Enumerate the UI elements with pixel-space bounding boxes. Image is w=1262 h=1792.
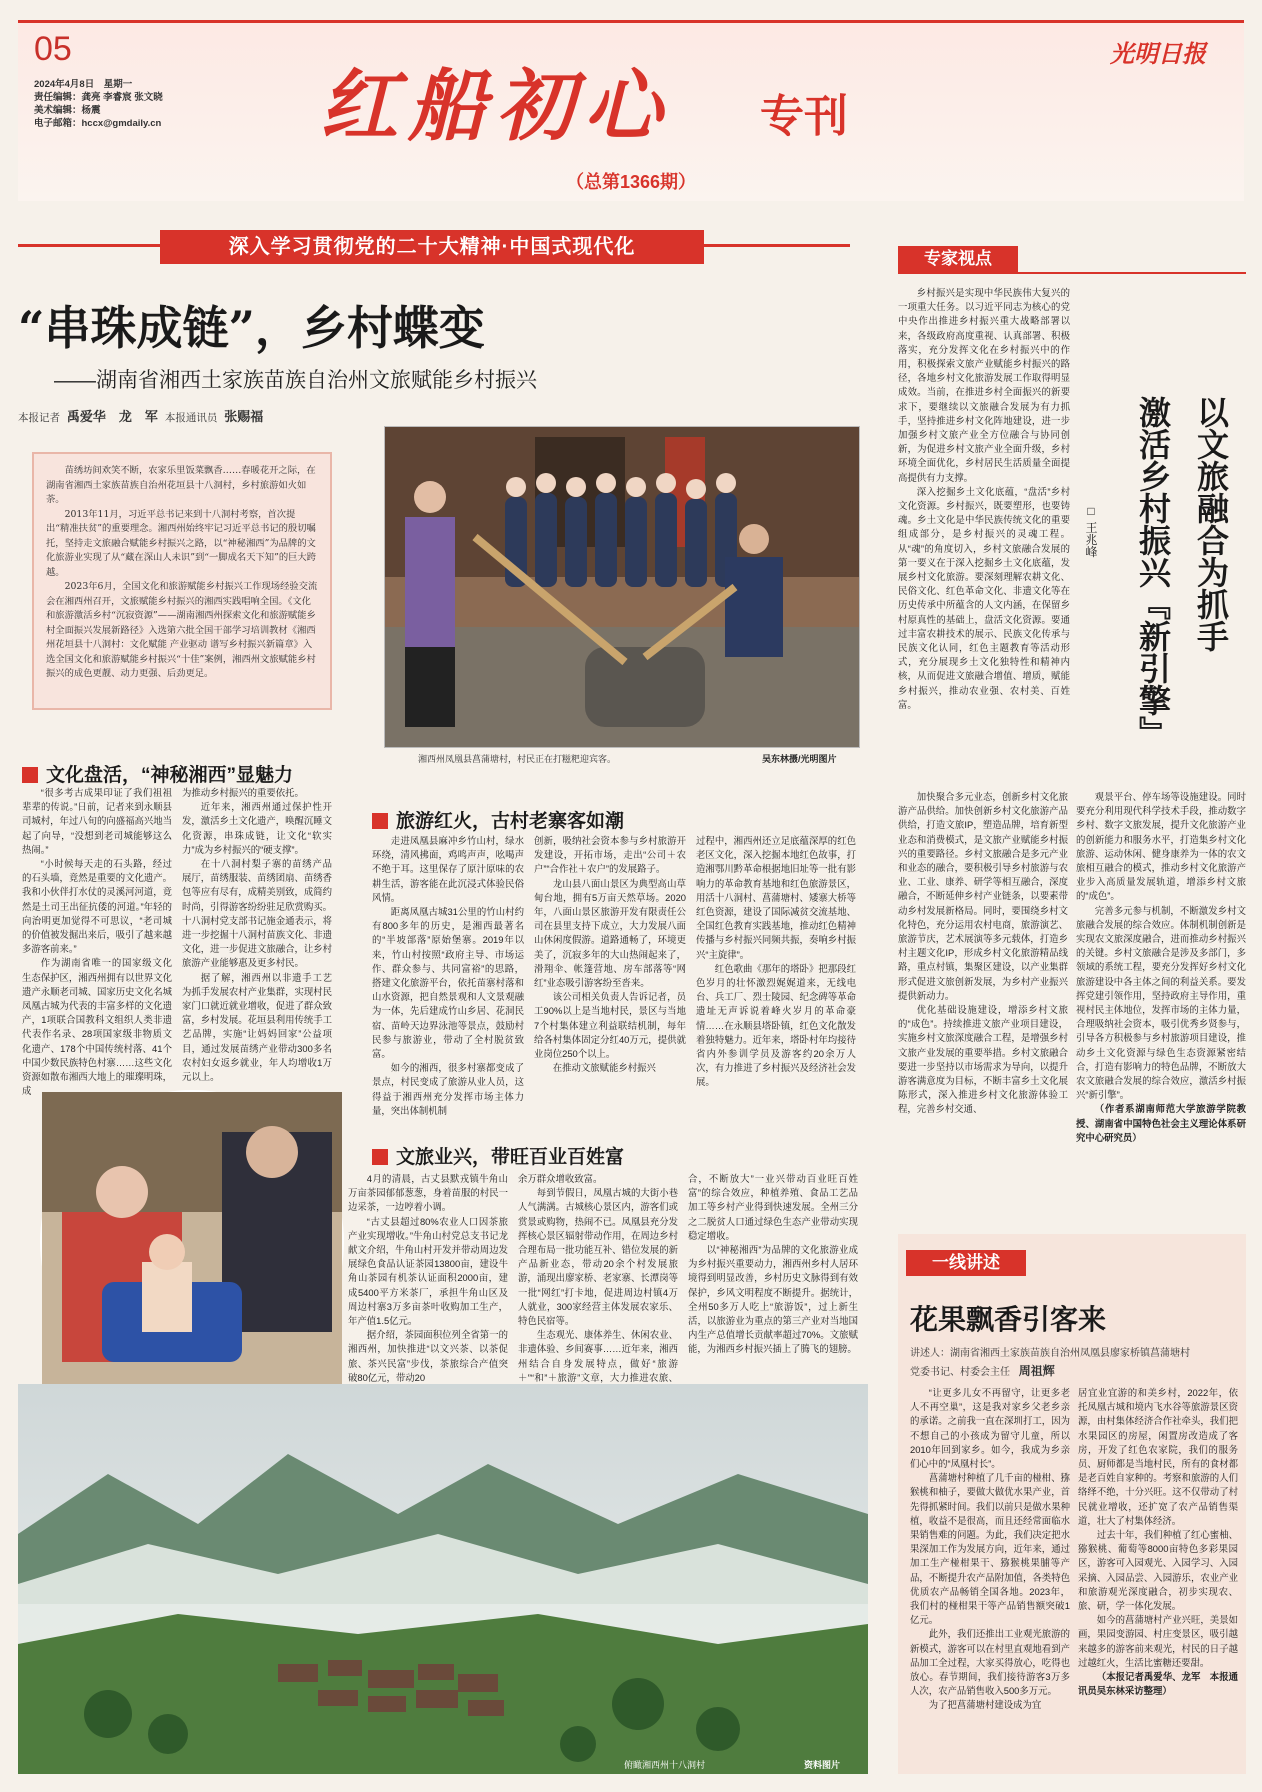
village-aerial-illustration: [18, 1384, 868, 1774]
issue-number: （总第1366期）: [566, 172, 697, 192]
text-column: [518, 1172, 678, 1388]
aerial-credit: 资料图片: [804, 1760, 841, 1770]
opinion-rule: [898, 272, 1246, 274]
correspondent: 张赐福: [224, 409, 264, 424]
paragraph: 乡村振兴是实现中华民族伟大复兴的一项重大任务。以习近平同志为核心的党中央作出推进乡村振兴重大战略部署以来，各级政府高度重视、认真部署、积极落实，充分发挥文化在乡村振兴中的作用，积极探索文旅产业赋能乡村振兴的路径，各地乡村文化旅游发展工作取得明显成效。当前，在推进乡村全面振兴的新要求下，要继续以文旅融合发展为有力抓手，坚持推进乡村文化阵地建设，进一步加强乡村文旅产业全方位融合与协同创新，为促进乡村文旅产业全面升级，乡村环境全面优化，乡村居民生活质量全面提高提供有力支撑。: [898, 287, 1070, 483]
paragraph: 该公司相关负责人告诉记者，员工90%以上是当地村民，景区与当地7个村集体建立利益联结机制，每年给各村集体固定分红40万元，提供就业岗位250个以上。: [534, 991, 686, 1060]
paragraph: 过程中，湘西州还立足底蕴深厚的红色老区文化，深入挖掘本地红色故事，打造湘鄂川黔革命根据地旧址等一批有影响力的革命教育基地和红色旅游景区，用活十八洞村、菖蒲塘村、矮寨大桥等红色资源，建设了国际减贫交流基地、全国红色教育实践基地，推动红色精神传播与乡村振兴同频共振，奏响乡村振兴“主旋律”。: [696, 835, 856, 960]
art-editor: 美术编辑：杨震: [34, 105, 101, 116]
section-marker: [22, 767, 38, 783]
section-heading: [372, 806, 624, 833]
text-column: [696, 834, 856, 1124]
paragraph: 如今的菖蒲塘村产业兴旺，美景如画，果园变游园、村庄变景区，吸引越来越多的游客前来观光，村民的日子越过越红火，生活比蜜糖还要甜。: [1078, 1614, 1238, 1668]
text-column: [348, 1172, 508, 1388]
special-label: 专刊: [760, 92, 848, 141]
paragraph: （本报记者禹爱华、龙军 本报通讯员吴东林采访整理）: [1078, 1671, 1238, 1697]
paragraph: 菖蒲塘村种植了几千亩的椪柑、猕猴桃和柚子，要做大做优水果产业，首先得抓紧时间。我们以前只是做水果种植，收益不是很高，而且还经常面临水果销售难的问题。为此，我们决定把水果深加工作为发展方向，近年来，通过加工生产椪柑果干、猕猴桃果脯等产品，不断提升农产品附加值，各类特色优质农产品畅销全国各地。2023年，我们村的椪柑果干等产品销售额突破1亿元。: [910, 1472, 1070, 1626]
paragraph: “很多考古成果印证了我们祖祖辈辈的传说。”日前，记者来到永顺县司城村，年过八旬的向盛福高兴地当起了向导，“没想到老司城能够这么热闹。”: [22, 787, 173, 855]
paragraph: 在十八洞村梨子寨的苗绣产品展厅，苗绣服装、苗绣团扇、苗绣香包等应有尽有，成精美别致，成简约时尚，引得游客纷纷驻足欣赏购买。十八洞村党支部书记施金通表示，将进一步挖掘十八洞村苗族文化、非遗文化，进一步促进文旅融合，让乡村旅游产业能够惠及更多村民。: [182, 858, 333, 969]
paragraph: 为了把菖蒲塘村建设成为宜: [928, 1699, 1042, 1711]
newspaper-logo: 光明日报: [1110, 39, 1206, 68]
frontline-role-text: 党委书记、村委会主任: [910, 1367, 1010, 1378]
frontline-headline: 花果飘香引客来: [910, 1303, 1107, 1336]
paragraph: 观景平台、停车场等设施建设。同时要充分利用现代科学技术手段，推动数字乡村、数字文旅发展，提升文化旅游产业的创新能力和服务水平，打造集乡村文化旅游、运动休闲、健身康养为一体的农文旅相互融合的模式，推动乡村文化旅游产业步入高质量发展轨道，增添乡村文旅的“成色”。: [1076, 791, 1246, 902]
section-heading-text: 文旅业兴，带旺百业百姓富: [396, 1147, 625, 1168]
section-marker: [372, 813, 388, 829]
paragraph: 深入挖掘乡土文化底蕴，“盘活”乡村文化资源。乡村振兴，既要塑形，也要铸魂。乡土文化是中华民族传统文化的重要组成部分，是乡村振兴的灵魂工程。从“魂”的角度切入，乡村文旅融合发展的第一要义在于深入挖掘乡土文化底蕴，发展乡村文化旅游。要深刻理解农耕文化、民俗文化、红色革命文化、非遗文化等在历史传承中所蕴含的人文内涵，在保留乡村原真性的基础上，盘活文化资源。要通过丰富农耕技术的展示、民族文化传承与民族文化认同，红色主题教育等活动形式，充分展现乡土文化独特性和精神内核，从而促进文旅融合增值、增质，赋能乡村振兴，推动农业强、农村美、百姓富。: [898, 485, 1070, 710]
frontline-column: [910, 1386, 1070, 1770]
section-heading: [22, 760, 293, 787]
paragraph: 距离凤凰古城31公里的竹山村约有800多年的历史，是湘西最著名的“半坡部落”原始堡寨。2019年以来，竹山村按照“政府主导、市场运作、群众参与、共同富裕”的思路，搭建文化旅游平台，依托苗寨村落和山水资源，把自然景观和人文景观融为一体，先后建成竹山乡居、花洞民宿、苗岭天边界泳池等景点，鼓励村民参与旅游业，带动了全村脱贫致富。: [372, 906, 524, 1060]
paragraph: 加快聚合多元业态，创新乡村文化旅游产品供给。加快创新乡村文化旅游产品供给，打造文旅IP，塑造品牌，培育新型业态和消费模式，是文旅产业赋能乡村振兴的重要路径。乡村文旅融合是多元产业和业态的融合，要积极引导乡村旅游与农业、工业、康养、研学等相互融合，深度融合，不断延伸乡村产业链条，以要素带动乡村发展新格局。同时，要围绕乡村文化特色，充分运用农村电商，旅游演艺、旅游节庆，艺术展演等多元载体，打造乡村主题文化IP，形成乡村文化旅游精品线路，重点村镇，集聚区建设，以产业集群形式促进文旅创新发展，为乡村产业振兴提供新动力。: [898, 791, 1068, 1001]
paragraph: （作者系湖南师范大学旅游学院教授、湖南省中国特色社会主义理论体系研究中心研究员）: [1076, 1103, 1246, 1143]
frontline-name: 周祖辉: [1018, 1364, 1055, 1378]
village-aerial-photo: [18, 1384, 868, 1774]
lead-paragraph: 2023年6月，全国文化和旅游赋能乡村振兴工作现场经验交流会在湘西州召开，文旅赋能乡村振兴的湘西实践唱响全国。《文化和旅游激活乡村“沉寂资源”——湖南湘西州探索文化和旅游赋能乡村全面振兴发展新路径》入选第六批全国干部学习培训教材《湘西州花垣县十八洞村：文化赋能 产业驱动 谱写乡村振兴新篇章》入选全国文化和旅游赋能乡村振兴“十佳”案例，湘西州文旅赋能乡村振兴的成色更靓、动力更强、后劲更足。: [46, 581, 318, 679]
paragraph: 作为湖南省唯一的国家级文化生态保护区，湘西州拥有以世界文化遗产永顺老司城、国家历史文化名城凤凰古城为代表的丰富多样的文化遗产，1项联合国教科文组织人类非遗代表作名录、28项国家级非物质文化遗产、178个中国传统村落、41个中国少数民族特色村寨……这些文化资源如散布湘西大地上的璀璨明珠，成: [22, 957, 173, 1097]
frontline-column: [1078, 1386, 1238, 1770]
byline-mid: 本报通讯员: [164, 412, 218, 424]
article-subheadline: ——湖南省湘西土家族苗族自治州文旅赋能乡村振兴: [54, 369, 537, 392]
paragraph: 余万群众增收致富。: [518, 1173, 603, 1184]
opinion-column: [898, 286, 1070, 786]
paragraph: 龙山县八面山景区为典型高山草甸台地，拥有5万亩天然草场。2020年，八面山景区旅游开发有限责任公司在县里支持下成立，大力发展八面山休闲度假游。道路通畅了，环境更美了，沉寂多年的大山热闹起来了，滑翔伞、帐篷营地、房车部落等“网红”业态吸引游客纷至沓来。: [534, 877, 686, 989]
opinion-author: □ 王兆峰: [1084, 504, 1098, 558]
paragraph: 以“神秘湘西”为品牌的文化旅游业成为乡村振兴重要动力，湘西州乡村人居环境得到明显改善，乡村历史文脉得到有效保护，乡风文明程度不断提升。据统计，全州50多万人吃上“旅游饭”，过上新生活，以旅游业为重点的第三产业对当地国内生产总值增长贡献率超过70%。文旅赋能，为湘西乡村振兴插上了腾飞的翅膀。: [688, 1244, 858, 1355]
paragraph: 完善多元参与机制，不断激发乡村文旅融合发展的综合效应。体制机制创新是实现农文旅深度融合，进而推动乡村振兴的关键。乡村文旅融合是涉及多部门，多领域的系统工程，要充分发挥好乡村文化旅游建设中各主体之间的利益关系。要发挥党建引领作用，坚持政府主导作用，重视村民主体地位，发挥市场的主体力量，合理吸纳社会资本，吸引优秀乡贤参与，引导各方积极参与乡村旅游项目建设，推动乡土文化资源与绿色生态资源紧密结合，打造有影响力的特色品牌，不断放大农文旅融合发展的综合效应，激活乡村振兴“新引擎”。: [1076, 904, 1246, 1101]
section-marker: [372, 1149, 388, 1165]
banner-rule-left: [18, 244, 168, 247]
paragraph: 据介绍，茶园面积位列全省第一的湘西州，加快推进“以文兴茶、以茶促旅、茶兴民富”步伐，茶旅综合产值突破80亿元，带动20: [348, 1329, 508, 1383]
section-heading-text: 文化盘活，“神秘湘西”显魅力: [46, 765, 294, 786]
paragraph: “小时候每天走的石头路，经过的石头墙，竟然是重要的文化遗产。我和小伙伴打水仗的灵溪河河道，竟然是土司王出征抗倭的河道。”年轻的向治明更加觉得不可思议，“老司城的价值被发掘出来后，吸引了越来越多游客前来。”: [22, 858, 173, 955]
special-title: 红船初心: [320, 61, 673, 152]
masthead-meta: [34, 78, 163, 130]
opinion-title-line1: 以文旅融合为抓手: [1192, 396, 1230, 652]
paragraph: 每到节假日，凤凰古城的大街小巷人气满满。古城核心景区内，游客们或赏景或购物，热闹不已。凤凰县充分发挥核心景区辐射带动作用，在周边乡村合理布局一批功能互补、错位发展的新产品新业态，带动20余个村发展旅游，涌现出廖家桥、老家寨、长潭岗等一批“网红”打卡地，促进周边村镇4万人就业，300家经营主体发展农家乐、特色民宿等。: [518, 1187, 678, 1327]
paragraph: 走进凤凰县麻冲乡竹山村，绿水环绕，清风拂面，鸡鸣声声，吆喝声不绝于耳。这里保存了原汁原味的农耕生活，游客能在此沉浸式体验民俗风情。: [372, 835, 524, 903]
embroidery-photo: [40, 1090, 344, 1394]
photo-caption: 湘西州凤凰县菖蒲塘村，村民正在打糍粑迎宾客。: [418, 754, 617, 764]
paragraph: 如今的湘西，很多村寨都变成了景点，村民变成了旅游从业人员，这得益于湘西州充分发挥市场主体力量，突出体制机制: [372, 1062, 524, 1116]
section-heading: [372, 1142, 624, 1169]
lead-paragraph: 苗绣坊间欢笑不断，农家乐里饭菜飘香……春暖花开之际，在湖南省湘西土家族苗族自治州花垣县十八洞村，乡村旅游如火如荼。: [46, 465, 316, 505]
text-column: [372, 834, 524, 1124]
text-column: [688, 1172, 858, 1388]
contact-email[interactable]: 电子邮箱：hccx@gmdaily.cn: [34, 118, 162, 129]
paragraph: “让更多儿女不再留守，让更多老人不再空巢”，这是我对家乡父老乡亲的承诺。之前我一直在深圳打工，因为不想自己的小孩成为留守儿童，所以2010年回到家乡。如今，我成为乡亲们心中的“凤凰村长”。: [910, 1387, 1070, 1470]
embroidery-illustration: [42, 1092, 342, 1392]
paragraph: 创新，吸纳社会资本参与乡村旅游开发建设，开拓市场，走出“公司＋农户”“合作社＋农户”的发展路子。: [534, 835, 686, 875]
main-photo: [384, 426, 860, 748]
paragraph: 红色歌曲《那年的塔卧》把那段红色岁月的壮怀激烈娓娓道来，无线电台、兵工厂、烈士陵园、纪念碑等革命遗址无声诉说着峰火岁月的革命豪情……在永顺县塔卧镇，红色文化散发着独特魅力。近年来，塔卧村年均接待省内外参训学员及游客约20余万人次，有力推进了乡村振兴及经济社会发展。: [696, 962, 856, 1088]
page-number: 05: [34, 30, 72, 68]
opinion-tag: 专家视点: [898, 246, 1018, 272]
lead-box: [32, 452, 332, 710]
reporters: 禹爱华 龙 军: [66, 409, 158, 424]
lead-paragraph: 2013年11月，习近平总书记来到十八洞村考察，首次提出“精准扶贫”的重要理念。湘西州始终牢记习近平总书记的殷切嘱托，坚持走文旅融合赋能乡村振兴之路，以“神秘湘西”为品牌的文化旅游业实现了从“藏在深山人未识”到“一脚成名天下知”的巨大跨越。: [46, 508, 317, 578]
section-heading-text: 旅游红火，古村老寨客如潮: [396, 811, 625, 832]
paragraph: 过去十年，我们种植了红心蜜柚、猕猴桃、葡萄等8000亩特色多彩果园区，游客可入园观光、入园学习、入园采摘、入园品尝、入园游乐，农业产业和旅游观光深度融合，初步实现农、旅、研，学一体化发展。: [1078, 1529, 1238, 1612]
frontline-role: [910, 1362, 1055, 1379]
paragraph: 居宜业宜游的和美乡村，2022年，依托凤凰古城和境内飞水谷等旅游景区资源，由村集体经济合作社牵头，我们把水果园区的房屋，闲置房改造成了客房，开发了红色农家院，我们的服务员、厨师都是当地村民，所有的食材都是老百姓自家种的。考察和旅游的人们络绎不绝，十分兴旺。这不仅带动了村民就业增收，还扩宽了农产品销售渠道，壮大了村集体经济。: [1078, 1387, 1238, 1526]
photo-credit: 吴东林摄/光明图片: [762, 754, 837, 764]
paragraph: 此外，我们还推出工业观光旅游的新模式，游客可以在村里直观地看到产品加工全过程，大家买得放心，吃得也放心。春节期间，我们接待游客3万多人次，农产品销售收入500多万元。: [910, 1628, 1070, 1697]
paragraph: 4月的清晨，古丈县默戎镇牛角山万亩茶园郁郁葱葱，身着苗服的村民一边采茶，一边哼着小调。: [348, 1173, 508, 1213]
paragraph: 优化基础设施建设，增添乡村文旅的“成色”。持续推进文旅产业项目建设，实施乡村文旅深度融合工程，是增强乡村文旅产业发展的重要举措。乡村文旅融合要进一步坚持以市场需求为导向，以提升游客满意度为目标，不断丰富乡土文化展陈形式，深入推进乡村文化旅游体验工程，完善乡村交通、: [898, 1004, 1068, 1115]
byline-prefix: 本报记者: [18, 412, 60, 424]
article-byline: [18, 406, 267, 425]
text-column: [182, 786, 332, 1082]
theme-banner: 深入学习贯彻党的二十大精神·中国式现代化: [160, 230, 704, 264]
opinion-column: [898, 790, 1068, 1222]
paragraph: 为推动乡村振兴的重要依托。: [182, 787, 304, 798]
aerial-caption: 俯瞰湘西州十八洞村: [624, 1760, 706, 1770]
frontline-tag: 一线讲述: [906, 1250, 1026, 1276]
opinion-column: [1076, 790, 1246, 1222]
frontline-lecturer: 讲述人：湖南省湘西土家族苗族自治州凤凰县廖家桥镇菖蒲塘村: [910, 1348, 1190, 1359]
paragraph: 在推动文旅赋能乡村振兴: [552, 1062, 656, 1074]
text-column: [534, 834, 686, 1124]
text-column: [22, 786, 173, 1097]
article-headline: “串珠成链”，乡村蝶变: [18, 301, 485, 355]
banner-rule-right: [700, 244, 850, 247]
opinion-title-line2: 激活乡村振兴『新引擎』: [1134, 396, 1172, 748]
paragraph: 近年来，湘西州通过保护性开发，激活乡土文化遗产，唤醒沉睡文化资源，串珠成链，让文化“软实力”成为乡村振兴的“硬支撑”。: [182, 801, 333, 855]
paragraph: 合，不断放大”一业兴带动百业旺百姓富”的综合效应，种植养殖、食品工艺品加工等乡村产业得到快速发展。全州三分之二脱贫人口通过绿色生态产业带动实现稳定增收。: [688, 1173, 858, 1241]
paragraph: 据了解，湘西州以非遗手工艺为抓手发展农村产业集群，实现村民家门口就近就业增收，促进了群众致富，乡村发展。花垣县利用传统手工艺品牌，实施“让妈妈回家”公益项目，通过发展苗绣产业带动300多名农村妇女返乡就业，年人均增收1万元以上。: [182, 971, 333, 1083]
responsible-editors: 责任编辑：龚亮 李睿宸 张文晓: [34, 92, 163, 103]
main-photo-illustration: [385, 427, 859, 747]
paragraph: “古丈县超过80%农业人口因茶旅产业实现增收。”牛角山村党总支书记龙献文介绍，牛角山村开发并带动周边发展绿色食品认证茶园13800亩，建设牛角山茶园有机茶认证面积2000亩，建成5400平方米茶厂，承担牛角山区及周边村寨3万多亩茶叶收购加工生产，年产值1.5亿元。: [348, 1215, 508, 1327]
issue-date: 2024年4月8日 星期一: [34, 79, 133, 90]
paragraph: 生态观光、康体养生、休闲农业、非遗体验、乡间赛事……近年来，湘西州结合自身发展特点，做好“旅游＋”“和”＋旅游”文章，大力推进农旅、: [518, 1329, 678, 1383]
